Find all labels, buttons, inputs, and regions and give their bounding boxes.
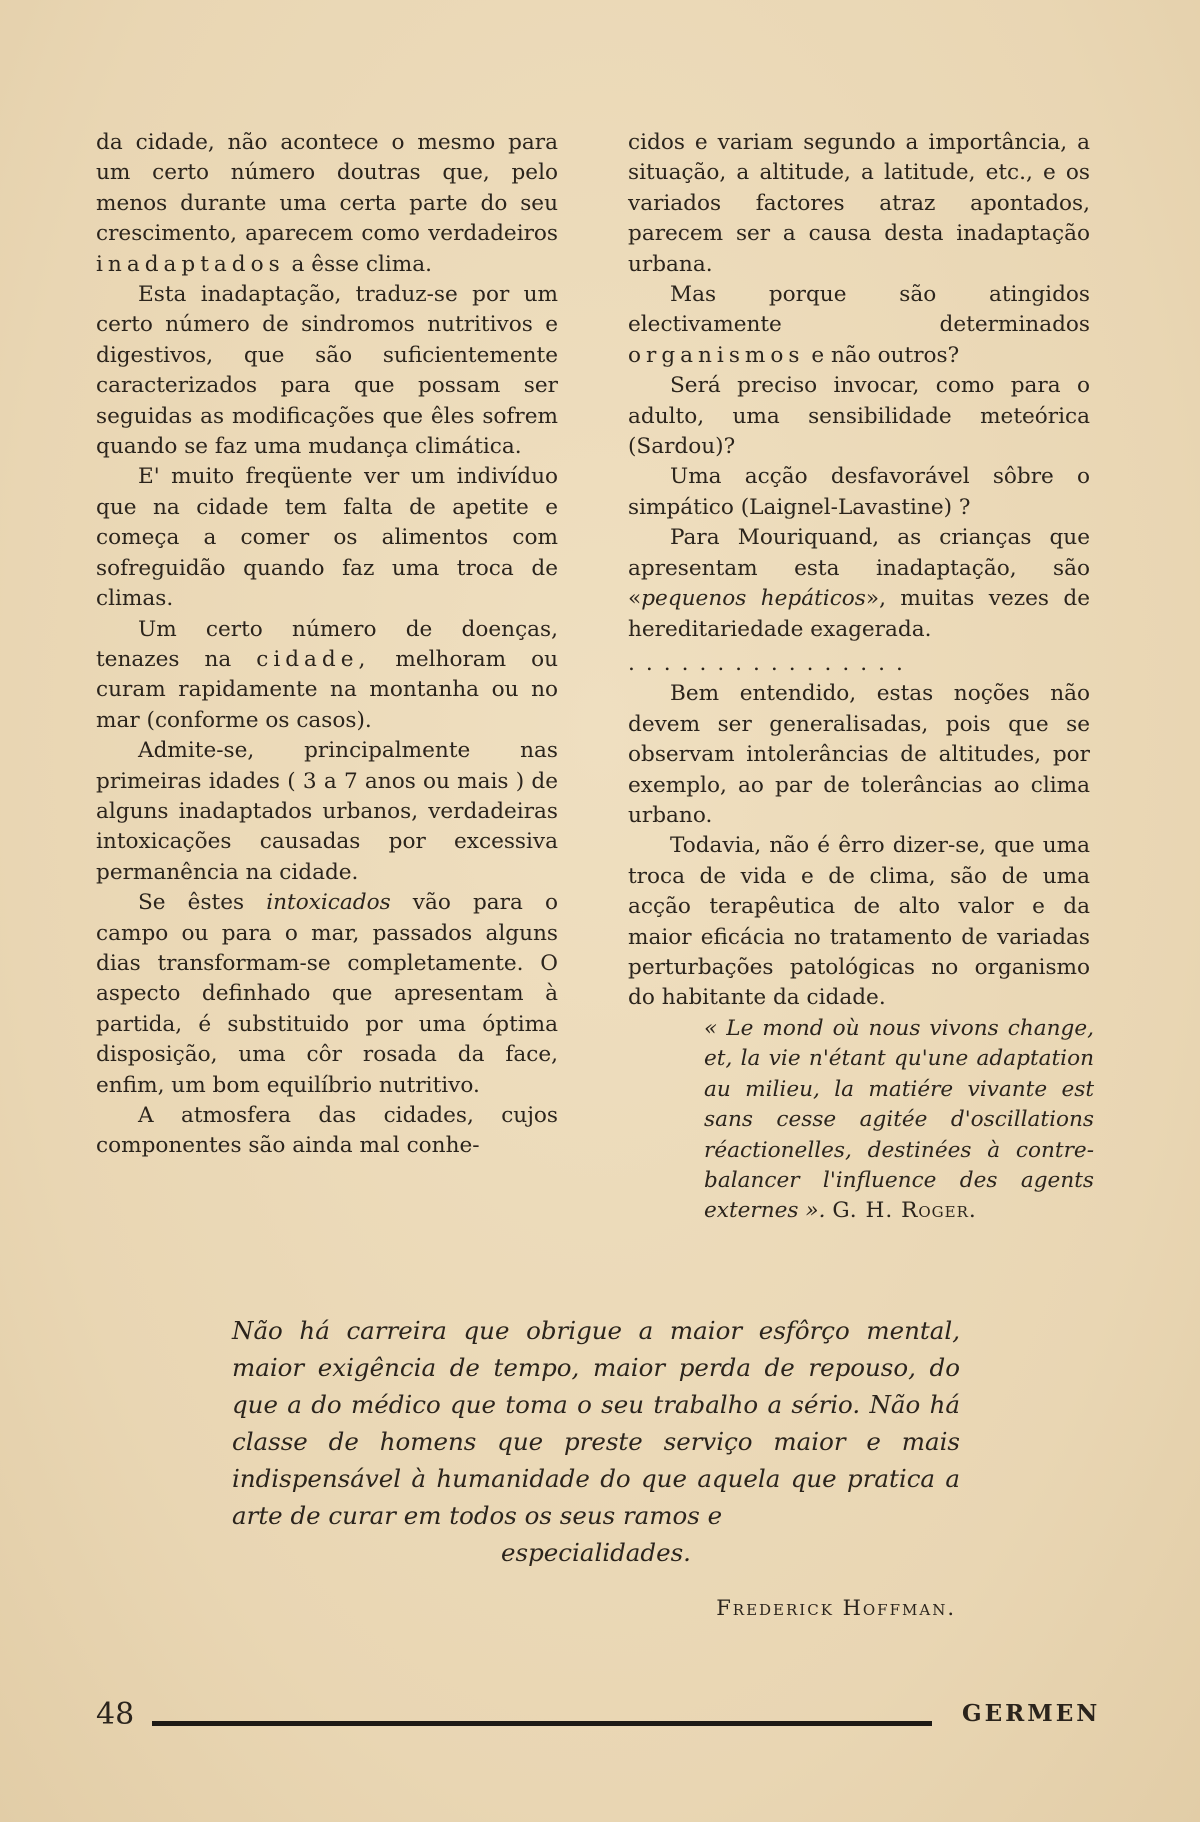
paragraph: E' muito freqüente ver um indivíduo que na cidade tem falta de apetite e começa a comer os alimentos com sofreguidão quando faz uma troca de climas. <box>96 464 558 612</box>
quote-last-line: especialidades. <box>501 1538 691 1567</box>
quote-text: « Le mond où nous vivons change, et, la vie n'étant qu'une adaptation au milieu, la matiére vivante est sans cesse agitée d'oscillations réactionelles, destinées à contre-balancer l'influence des agents externes ». <box>704 1016 1094 1224</box>
left-column <box>96 128 558 1162</box>
text-run: da cidade, não acontece o mesmo para um certo número doutras que, pelo menos durante uma certa parte do seu crescimento, aparecem como verdadeiros <box>96 130 558 247</box>
text-run: », muitas vezes de hereditariedade exagerada. <box>628 586 1090 642</box>
paragraph: Admite-se, principalmente nas primeiras idades ( 3 a 7 anos ou mais ) de alguns inadaptados urbanos, verdadeiras intoxicações causadas por excessiva permanência na cidade. <box>96 738 558 885</box>
main-quote <box>232 1312 960 1571</box>
text-run: Um certo número de doenças, tenazes na <box>96 616 558 672</box>
paragraph: Será preciso invocar, como para o adulto, uma sensibilidade meteórica (Sardou)? <box>628 373 1090 460</box>
text-run: e não outros? <box>811 342 960 368</box>
paragraph <box>96 128 558 280</box>
dot-separator: ................ <box>628 650 914 676</box>
spaced-word: inadaptados <box>96 251 285 277</box>
paragraph: Todavia, não é êrro dizer-se, que uma troca de vida e de clima, são de uma acção terapêutica de alto valor e da maior eficácia no tratamento de variadas perturbações patológicas no organismo do habitante da cidade. <box>628 833 1090 1011</box>
text-run: vão para o campo ou para o mar, passados alguns dias transformam-se completamente. O aspecto definhado que apresentam à partida, é substituido por uma óptima disposição, uma côr rosada da face, enfim, um bom equilíbrio nutritivo. <box>96 890 558 1098</box>
paragraph <box>96 888 558 1101</box>
text-run: Se êstes <box>138 890 245 916</box>
right-column <box>628 128 1090 1014</box>
text-run: a êsse clima. <box>291 251 432 277</box>
paragraph: Uma acção desfavorável sôbre o simpático (Laignel-Lavastine) ? <box>628 464 1090 520</box>
paragraph: Bem entendido, estas noções não devem ser generalisadas, pois que se observam intolerâncias de altitudes, por exemplo, ao par de tolerâncias ao clima urbano. <box>628 681 1090 828</box>
text-run: Para Mouriquand, as crianças que apresentam esta inadaptação, são « <box>628 525 1090 612</box>
journal-title: GERMEN <box>962 1700 1101 1727</box>
quote-text: Não há carreira que obrigue a maior esfôrço mental, maior exigência de tempo, maior perda de repouso, do que a do médico que toma o seu trabalho a sério. Não há classe de homens que preste serviço maior e mais indispensável à humanidade do que aquela que pratica a arte de curar em todos os seus ramos e <box>232 1316 960 1530</box>
text-run: melhoram ou curam rapidamente na montanha ou no mar (conforme os casos). <box>96 646 558 733</box>
paragraph: cidos e variam segundo a importância, a situação, a altitude, a latitude, etc., e os variados factores atraz apontados, parecem ser a causa desta inadaptação urbana. <box>628 130 1090 277</box>
italic-word: pequenos hepáticos <box>641 586 866 612</box>
spaced-word: organismos <box>628 342 805 368</box>
text-run: Mas porque são atingidos electivamente determinados <box>628 282 1090 338</box>
paragraph <box>628 523 1090 645</box>
page-number: 48 <box>96 1697 135 1732</box>
main-quote-author: Frederick Hoffman. <box>716 1596 956 1620</box>
french-quote <box>704 1014 1094 1227</box>
paragraph: Esta inadaptação, traduz-se por um certo número de sindromos nutritivos e digestivos, que são suficientemente caracterizados para que possam ser seguidas as modificações que êles sofrem quando se faz uma mudança climática. <box>96 282 558 460</box>
footer-rule <box>152 1721 932 1726</box>
paragraph <box>96 615 558 737</box>
italic-word: intoxicados <box>266 890 391 916</box>
quote-author: G. H. Roger. <box>832 1198 977 1224</box>
spaced-word: cidade, <box>256 646 371 672</box>
paragraph: A atmosfera das cidades, cujos componentes são ainda mal conhe- <box>96 1103 558 1159</box>
paragraph <box>628 280 1090 371</box>
